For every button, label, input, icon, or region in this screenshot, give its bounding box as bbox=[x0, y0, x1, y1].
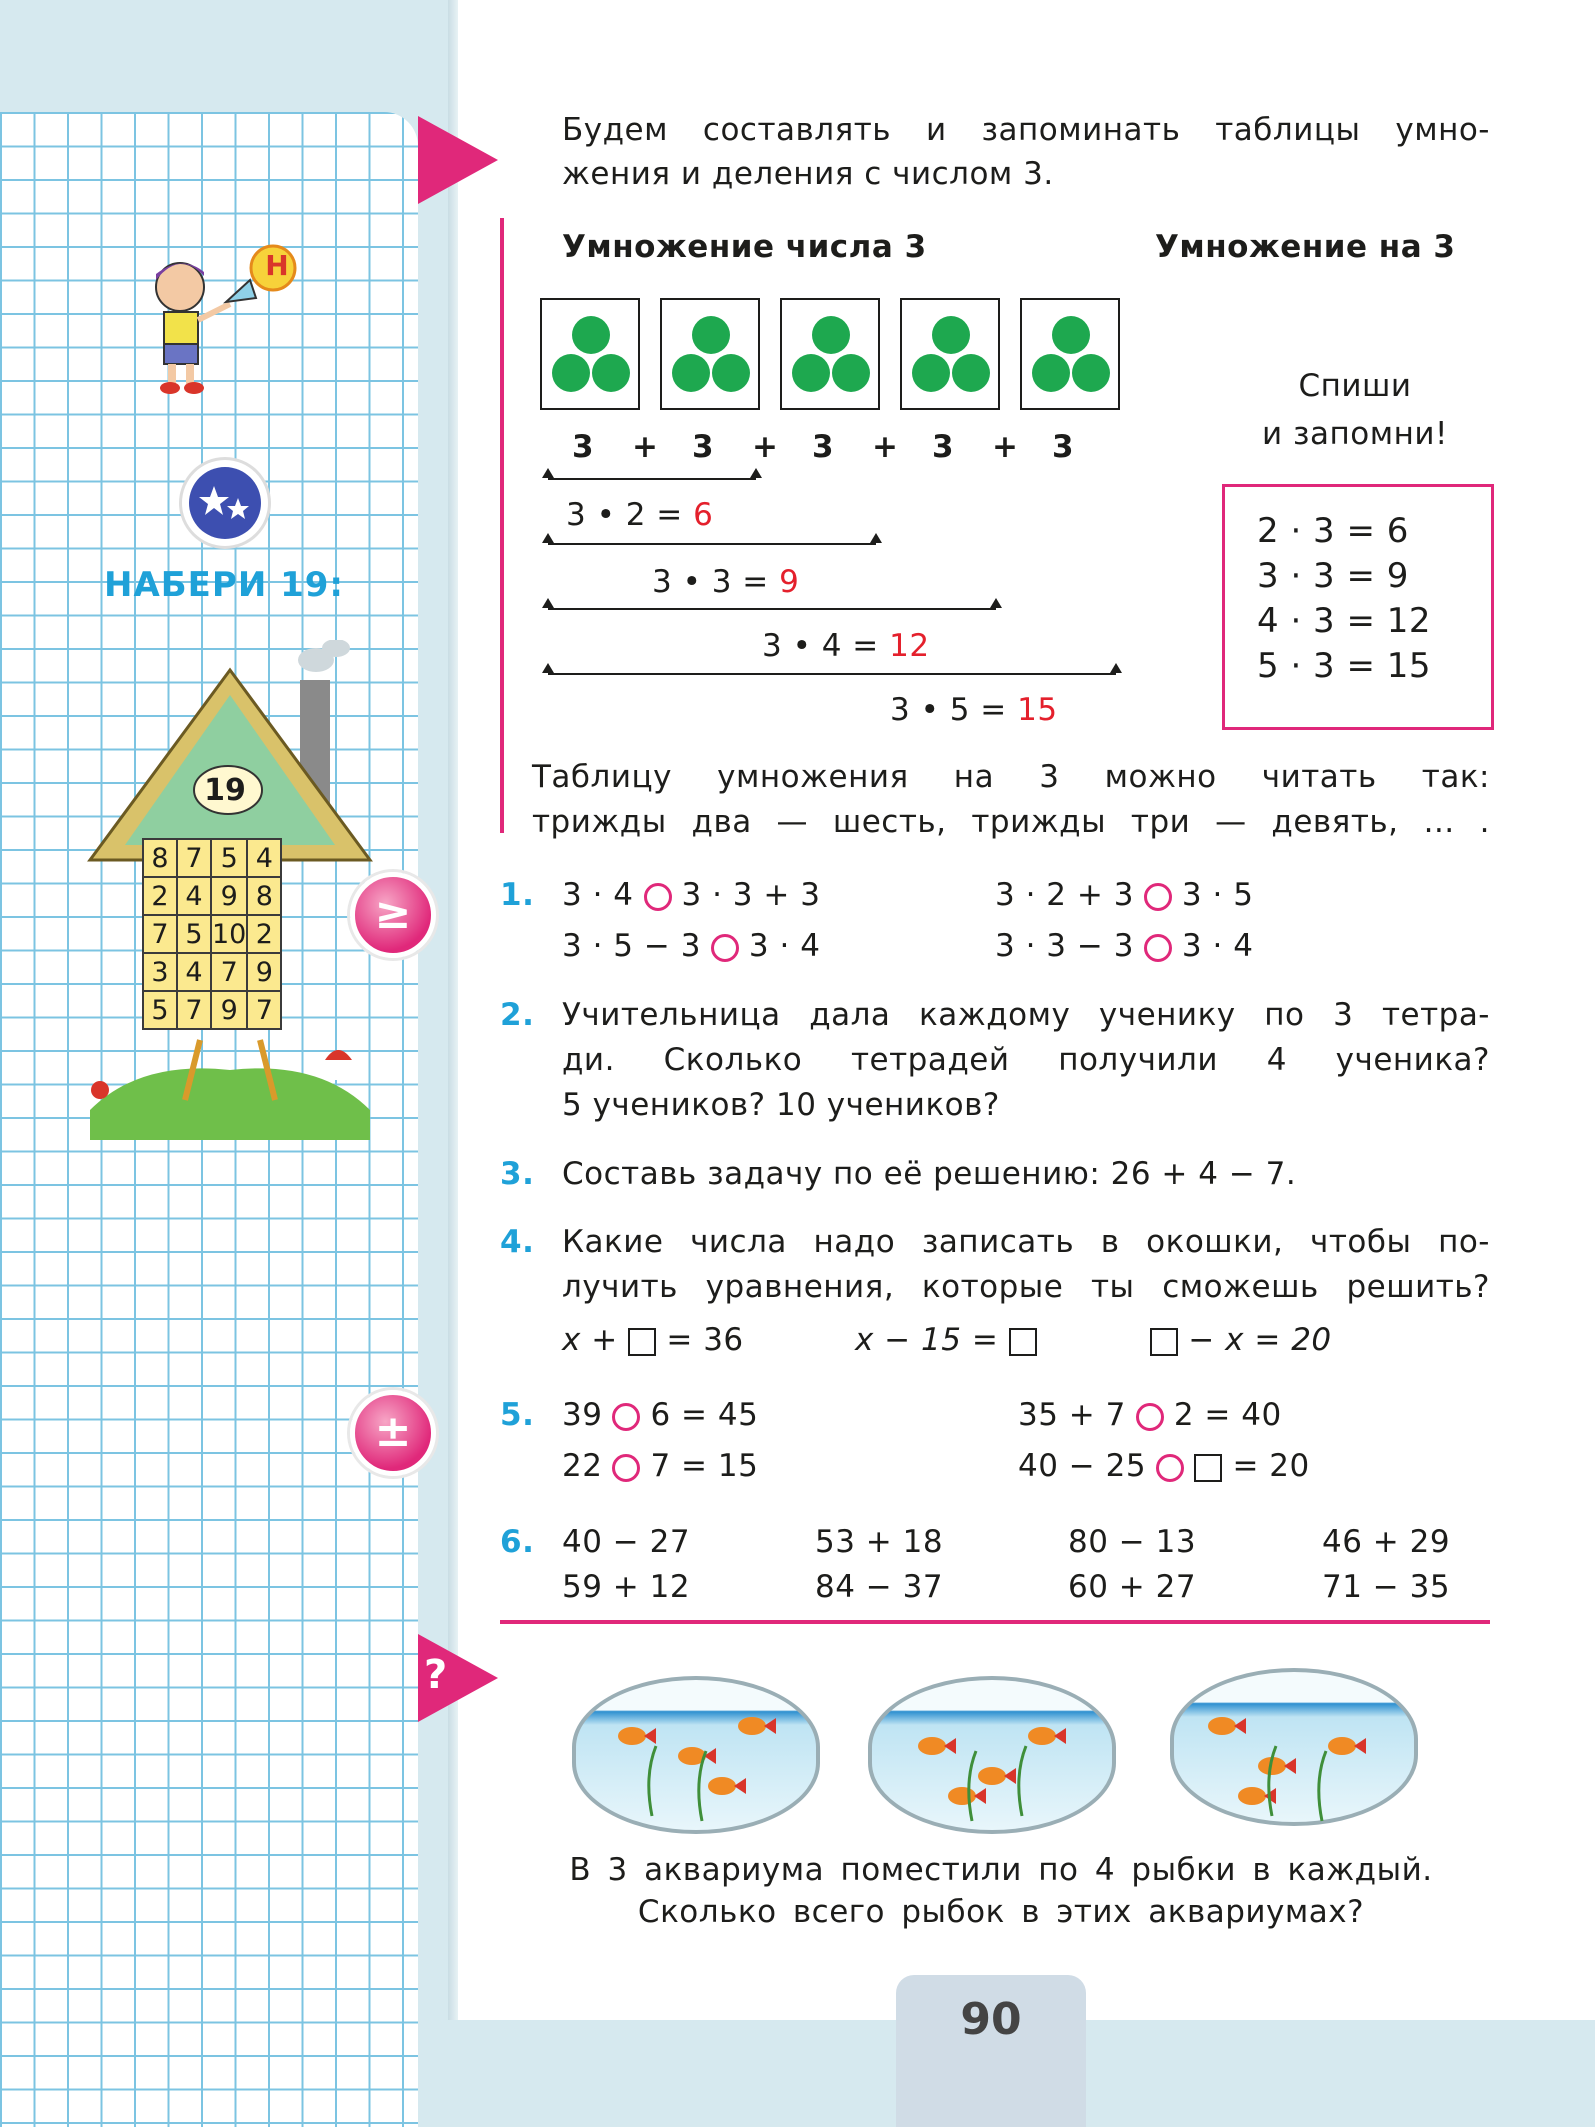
fish-icon bbox=[678, 1747, 716, 1765]
dot bbox=[692, 316, 730, 354]
section-rule bbox=[500, 218, 504, 833]
plus-sign: + bbox=[632, 429, 659, 465]
dot bbox=[1032, 354, 1070, 392]
task6-item: 60 + 27 bbox=[1068, 1569, 1197, 1605]
grid-cell[interactable]: 4 bbox=[177, 953, 211, 991]
fish-icon bbox=[708, 1777, 746, 1795]
seaweed bbox=[969, 1751, 976, 1821]
heading-right: Умножение на 3 bbox=[1155, 229, 1456, 265]
product-row-2: 3 • 3 = 9 bbox=[652, 564, 800, 600]
equation-3: − x = 20 bbox=[1150, 1318, 1332, 1363]
product-row-4: 3 • 5 = 15 bbox=[890, 692, 1058, 728]
grid-cell[interactable]: 5 bbox=[211, 839, 247, 877]
question-mark: ? bbox=[424, 1652, 448, 1698]
task1-right-row2: 3 · 3 − 3 3 · 4 bbox=[995, 928, 1254, 964]
seaweed bbox=[1269, 1746, 1276, 1816]
task2-line-3: 5 учеников? 10 учеников? bbox=[562, 1087, 1000, 1123]
stars-icon bbox=[182, 460, 268, 546]
dot bbox=[1052, 316, 1090, 354]
sign-circle[interactable] bbox=[1156, 1454, 1184, 1482]
grid-row bbox=[143, 991, 281, 1029]
sign-circle[interactable] bbox=[1136, 1403, 1164, 1431]
memo-box bbox=[1222, 484, 1494, 730]
sidebar-title: НАБЕРИ 19: bbox=[104, 565, 345, 605]
dot bbox=[712, 354, 750, 392]
sign-circle[interactable] bbox=[612, 1403, 640, 1431]
fish-icon bbox=[1028, 1727, 1066, 1745]
answer-box[interactable] bbox=[1009, 1328, 1037, 1356]
task5-left-row2: 22 7 = 15 bbox=[562, 1448, 759, 1484]
task5-right-row2: 40 − 25 = 20 bbox=[1018, 1448, 1310, 1484]
fish-icon bbox=[1328, 1737, 1366, 1755]
fish-icon bbox=[1208, 1717, 1246, 1735]
grid-cell[interactable]: 8 bbox=[143, 839, 177, 877]
task1-left-row1: 3 · 4 3 · 3 + 3 bbox=[562, 877, 821, 913]
fish-icon bbox=[1258, 1757, 1296, 1775]
intro-line-1: Будем составлять и запоминать таблицы умно- bbox=[562, 112, 1490, 148]
pointer-triangle-icon bbox=[418, 116, 498, 204]
dot bbox=[812, 316, 850, 354]
grid-row bbox=[143, 953, 281, 991]
answer-box[interactable] bbox=[1150, 1328, 1178, 1356]
sum-term: 3 bbox=[572, 429, 595, 465]
task6-item: 40 − 27 bbox=[562, 1524, 691, 1560]
stars-badge bbox=[182, 460, 268, 546]
sum-term: 3 bbox=[1052, 429, 1075, 465]
bracket-3 bbox=[548, 543, 876, 545]
grid-row bbox=[143, 915, 281, 953]
grid-cell[interactable]: 7 bbox=[177, 991, 211, 1029]
dot-panel bbox=[780, 298, 880, 410]
grid-cell[interactable]: 7 bbox=[143, 915, 177, 953]
grid-cell[interactable]: 3 bbox=[143, 953, 177, 991]
sum-term: 3 bbox=[812, 429, 835, 465]
dot bbox=[1072, 354, 1110, 392]
equation-2: x − 15 = bbox=[855, 1318, 1037, 1363]
task-number: 3. bbox=[500, 1156, 535, 1192]
grid-cell[interactable]: 4 bbox=[247, 839, 281, 877]
task-number: 1. bbox=[500, 877, 535, 913]
task4-line-2: лучить уравнения, которые ты сможешь решить? bbox=[562, 1269, 1490, 1305]
sum-term: 3 bbox=[932, 429, 955, 465]
dot bbox=[592, 354, 630, 392]
grid-cell[interactable]: 7 bbox=[211, 953, 247, 991]
memo-caption-2: и запомни! bbox=[1262, 416, 1448, 452]
task6-item: 84 − 37 bbox=[815, 1569, 944, 1605]
grid-cell[interactable]: 2 bbox=[247, 915, 281, 953]
seaweed bbox=[649, 1746, 656, 1816]
memo-row: 2 · 3 = 6 bbox=[1257, 511, 1409, 551]
task6-item: 59 + 12 bbox=[562, 1569, 691, 1605]
grid-row bbox=[143, 839, 281, 877]
dot bbox=[952, 354, 990, 392]
seaweed bbox=[1019, 1746, 1026, 1816]
compare-circle[interactable] bbox=[1144, 883, 1172, 911]
dot-panel bbox=[540, 298, 640, 410]
grid-cell[interactable]: 9 bbox=[211, 877, 247, 915]
grid-cell[interactable]: 5 bbox=[143, 991, 177, 1029]
task1-left-row2: 3 · 5 − 3 3 · 4 bbox=[562, 928, 821, 964]
task3-text: Составь задачу по её решению: 26 + 4 − 7. bbox=[562, 1156, 1297, 1192]
task-number: 6. bbox=[500, 1524, 535, 1560]
dot bbox=[552, 354, 590, 392]
dot-panel bbox=[660, 298, 760, 410]
dot bbox=[792, 354, 830, 392]
dot bbox=[932, 316, 970, 354]
answer-box[interactable] bbox=[1194, 1454, 1222, 1482]
task-number: 5. bbox=[500, 1397, 535, 1433]
bracket-5 bbox=[548, 673, 1116, 675]
task5-right-row1: 35 + 7 2 = 40 bbox=[1018, 1397, 1282, 1433]
grid-cell[interactable]: 7 bbox=[247, 991, 281, 1029]
plus-sign: + bbox=[992, 429, 1019, 465]
compare-circle[interactable] bbox=[644, 883, 672, 911]
dot bbox=[572, 316, 610, 354]
grid-row bbox=[143, 877, 281, 915]
dot bbox=[832, 354, 870, 392]
house-number: 19 bbox=[204, 773, 246, 808]
task2-line-1: Учительница дала каждому ученику по 3 тетра- bbox=[562, 997, 1490, 1033]
grid-cell[interactable]: 2 bbox=[143, 877, 177, 915]
product-row-3: 3 • 4 = 12 bbox=[762, 628, 930, 664]
grid-cell[interactable]: 5 bbox=[177, 915, 211, 953]
grid-cell[interactable]: 9 bbox=[247, 953, 281, 991]
memo-caption-1: Спиши bbox=[1298, 368, 1412, 404]
sum-term: 3 bbox=[692, 429, 715, 465]
seaweed bbox=[1319, 1751, 1326, 1821]
fish-icon bbox=[978, 1767, 1016, 1785]
fish-icon bbox=[572, 1676, 1432, 1836]
reading-line-1: Таблицу умножения на 3 можно читать так: bbox=[532, 759, 1490, 795]
question-line-1: В 3 аквариума поместили по 4 рыбки в каждый. bbox=[569, 1852, 1433, 1888]
intro-line-2: жения и деления с числом 3. bbox=[562, 156, 1054, 192]
compare-sign-icon: ≥ bbox=[350, 872, 436, 958]
question-line-2: Сколько всего рыбок в этих аквариумах? bbox=[637, 1894, 1365, 1930]
task6-item: 71 − 35 bbox=[1322, 1569, 1451, 1605]
memo-row: 4 · 3 = 12 bbox=[1257, 601, 1432, 641]
bracket-4 bbox=[548, 608, 996, 610]
task4-line-1: Какие числа надо записать в окошки, чтобы по- bbox=[562, 1224, 1490, 1260]
plus-minus-sign-icon: ± bbox=[350, 1390, 436, 1476]
answer-box[interactable] bbox=[628, 1328, 656, 1356]
page-number: 90 bbox=[960, 1994, 1022, 2045]
dot-panel bbox=[1020, 298, 1120, 410]
dot-panel bbox=[900, 298, 1000, 410]
grid-cell[interactable]: 9 bbox=[211, 991, 247, 1029]
task5-left-row1: 39 6 = 45 bbox=[562, 1397, 759, 1433]
plus-sign: + bbox=[752, 429, 779, 465]
grid-cell[interactable]: 8 bbox=[247, 877, 281, 915]
product-row-1: 3 • 2 = 6 bbox=[566, 497, 714, 533]
reading-line-2: трижды два — шесть, трижды три — девять, … . bbox=[532, 804, 1490, 840]
grid-cell[interactable]: 4 bbox=[177, 877, 211, 915]
sign-circle[interactable] bbox=[612, 1454, 640, 1482]
fish-icon bbox=[738, 1717, 776, 1735]
dot-panels bbox=[540, 298, 1120, 413]
heading-left: Умножение числа 3 bbox=[562, 229, 927, 265]
equation-1: x + = 36 bbox=[562, 1322, 744, 1358]
memo-row: 5 · 3 = 15 bbox=[1257, 646, 1432, 686]
compare-circle[interactable] bbox=[1144, 934, 1172, 962]
memo-row: 3 · 3 = 9 bbox=[1257, 556, 1409, 596]
fish-icon bbox=[918, 1737, 956, 1755]
dot bbox=[672, 354, 710, 392]
fish-icon bbox=[948, 1787, 986, 1805]
bracket-2 bbox=[548, 478, 756, 480]
plus-sign: + bbox=[872, 429, 899, 465]
grid-cell[interactable]: 7 bbox=[177, 839, 211, 877]
task6-item: 80 − 13 bbox=[1068, 1524, 1197, 1560]
task-number: 2. bbox=[500, 997, 535, 1033]
dot bbox=[912, 354, 950, 392]
task2-line-2: ди. Сколько тетрадей получили 4 ученика? bbox=[562, 1042, 1490, 1078]
sum-row bbox=[540, 425, 1120, 470]
section-divider bbox=[500, 1620, 1490, 1624]
task6-item: 53 + 18 bbox=[815, 1524, 944, 1560]
badge-letter: Н bbox=[265, 249, 289, 282]
task6-item: 46 + 29 bbox=[1322, 1524, 1451, 1560]
task1-right-row1: 3 · 2 + 3 3 · 5 bbox=[995, 877, 1254, 913]
task-number: 4. bbox=[500, 1224, 535, 1260]
fish-icon bbox=[618, 1727, 656, 1745]
grid-cell[interactable]: 10 bbox=[211, 915, 247, 953]
sum-grid bbox=[142, 838, 282, 1030]
compare-circle[interactable] bbox=[711, 934, 739, 962]
